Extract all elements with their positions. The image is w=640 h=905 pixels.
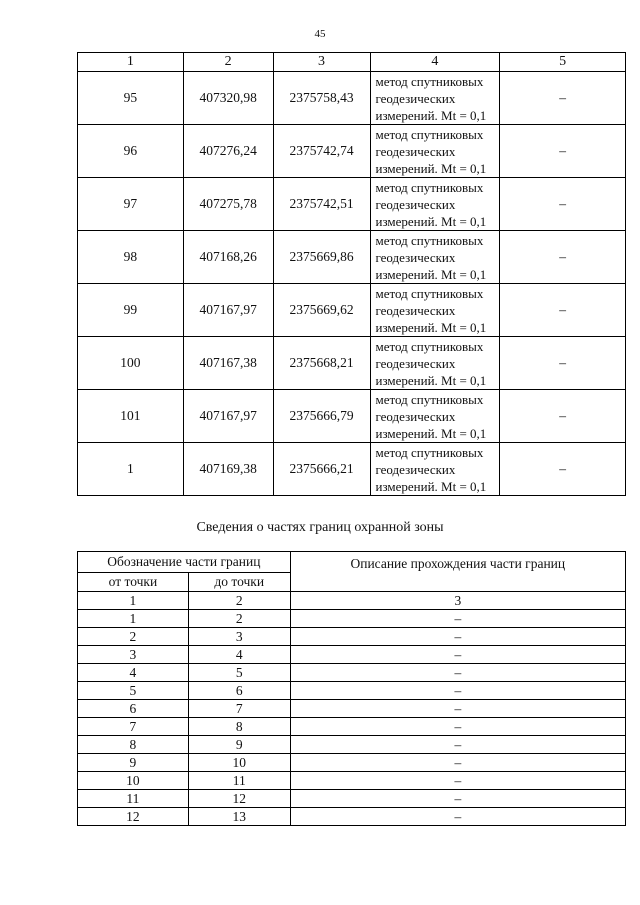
coordinate-row [78,284,626,337]
to-point-cell: 8 [188,718,290,736]
method-line: геодезических [375,461,456,477]
description-cell: – [290,754,625,772]
method-line: геодезических [375,249,456,265]
parts-column-numbers-row [78,592,626,610]
from-point-cell: 3 [78,646,189,664]
method-line: метод спутниковых [375,126,484,142]
method-line: измерений. Mt = 0,1 [375,372,487,388]
column-number: 2 [188,592,290,610]
description-cell: – [290,718,625,736]
x-coordinate-cell: 407167,38 [183,337,273,390]
point-number-cell: 96 [78,125,184,178]
method-cell [370,231,500,284]
x-coordinate-cell: 407276,24 [183,125,273,178]
method-cell [370,390,500,443]
boundary-part-row [78,664,626,682]
boundary-part-row [78,610,626,628]
y-coordinate-cell: 2375668,21 [273,337,370,390]
description-cell: – [290,790,625,808]
point-number-cell: 95 [78,72,184,125]
coordinate-row [78,443,626,496]
from-point-cell: 2 [78,628,189,646]
method-line: метод спутниковых [375,444,484,460]
page-number: 45 [314,28,326,40]
from-point-cell: 11 [78,790,189,808]
method-line: измерений. Mt = 0,1 [375,266,487,282]
description-cell: – [290,646,625,664]
boundary-part-row [78,754,626,772]
to-point-cell: 3 [188,628,290,646]
method-line: метод спутниковых [375,391,484,407]
method-line: геодезических [375,143,456,159]
to-point-cell: 6 [188,682,290,700]
y-coordinate-cell: 2375742,74 [273,125,370,178]
column-number: 2 [183,53,273,72]
x-coordinate-cell: 407169,38 [183,443,273,496]
parts-group-header-row [78,552,626,573]
x-coordinate-cell: 407168,26 [183,231,273,284]
method-cell [370,443,500,496]
boundary-part-row [78,736,626,754]
method-line: измерений. Mt = 0,1 [375,478,487,494]
to-point-header: до точки [188,573,290,592]
coordinate-row [78,178,626,231]
coordinate-row [78,125,626,178]
method-line: метод спутниковых [375,232,484,248]
description-cell: – [290,610,625,628]
from-point-cell: 5 [78,682,189,700]
note-cell: – [500,337,626,390]
column-number: 1 [78,53,184,72]
method-line: измерений. Mt = 0,1 [375,319,487,335]
boundary-designation-header: Обозначение части границ [78,552,291,573]
description-cell: – [290,628,625,646]
x-coordinate-cell: 407167,97 [183,390,273,443]
method-line: геодезических [375,302,456,318]
coordinate-row [78,72,626,125]
x-coordinate-cell: 407275,78 [183,178,273,231]
method-line: геодезических [375,90,456,106]
to-point-cell: 5 [188,664,290,682]
point-number-cell: 1 [78,443,184,496]
boundary-part-row [78,772,626,790]
column-number: 1 [78,592,189,610]
column-number: 4 [370,53,500,72]
to-point-cell: 9 [188,736,290,754]
column-number: 3 [290,592,625,610]
method-cell [370,125,500,178]
x-coordinate-cell: 407320,98 [183,72,273,125]
y-coordinate-cell: 2375669,62 [273,284,370,337]
point-number-cell: 98 [78,231,184,284]
boundary-part-row [78,628,626,646]
boundary-part-row [78,682,626,700]
method-cell [370,178,500,231]
method-line: измерений. Mt = 0,1 [375,425,487,441]
boundary-parts-table [77,551,626,826]
from-point-cell: 4 [78,664,189,682]
from-point-cell: 10 [78,772,189,790]
from-point-cell: 7 [78,718,189,736]
note-cell: – [500,231,626,284]
to-point-cell: 13 [188,808,290,826]
note-cell: – [500,443,626,496]
boundary-part-row [78,790,626,808]
to-point-cell: 11 [188,772,290,790]
description-cell: – [290,772,625,790]
note-cell: – [500,125,626,178]
point-number-cell: 100 [78,337,184,390]
method-cell [370,337,500,390]
from-point-cell: 6 [78,700,189,718]
y-coordinate-cell: 2375666,21 [273,443,370,496]
method-line: метод спутниковых [375,285,484,301]
y-coordinate-cell: 2375666,79 [273,390,370,443]
coordinates-header-row [78,53,626,72]
method-cell [370,284,500,337]
y-coordinate-cell: 2375758,43 [273,72,370,125]
note-cell: – [500,390,626,443]
note-cell: – [500,284,626,337]
coordinates-table [77,52,626,496]
column-number: 5 [500,53,626,72]
method-line: геодезических [375,355,456,371]
from-point-cell: 12 [78,808,189,826]
method-line: метод спутниковых [375,73,484,89]
description-cell: – [290,682,625,700]
from-point-cell: 9 [78,754,189,772]
description-cell: – [290,700,625,718]
note-cell: – [500,178,626,231]
method-cell [370,72,500,125]
point-number-cell: 99 [78,284,184,337]
to-point-cell: 2 [188,610,290,628]
from-point-cell: 1 [78,610,189,628]
boundary-part-row [78,700,626,718]
method-line: геодезических [375,408,456,424]
from-point-header: от точки [78,573,189,592]
to-point-cell: 10 [188,754,290,772]
description-cell: – [290,736,625,754]
method-line: метод спутниковых [375,179,484,195]
from-point-cell: 8 [78,736,189,754]
to-point-cell: 7 [188,700,290,718]
method-line: геодезических [375,196,456,212]
section-title: Сведения о частях границ охранной зоны [196,520,444,535]
point-number-cell: 97 [78,178,184,231]
method-line: метод спутниковых [375,338,484,354]
note-cell: – [500,72,626,125]
to-point-cell: 12 [188,790,290,808]
x-coordinate-cell: 407167,97 [183,284,273,337]
y-coordinate-cell: 2375742,51 [273,178,370,231]
coordinate-row [78,390,626,443]
coordinate-row [78,231,626,284]
y-coordinate-cell: 2375669,86 [273,231,370,284]
point-number-cell: 101 [78,390,184,443]
description-cell: – [290,664,625,682]
method-line: измерений. Mt = 0,1 [375,107,487,123]
method-line: измерений. Mt = 0,1 [375,160,487,176]
method-line: измерений. Mt = 0,1 [375,213,487,229]
column-number: 3 [273,53,370,72]
to-point-cell: 4 [188,646,290,664]
boundary-part-row [78,808,626,826]
description-header: Описание прохождения части границ [290,552,625,592]
boundary-part-row [78,646,626,664]
description-cell: – [290,808,625,826]
coordinate-row [78,337,626,390]
boundary-part-row [78,718,626,736]
